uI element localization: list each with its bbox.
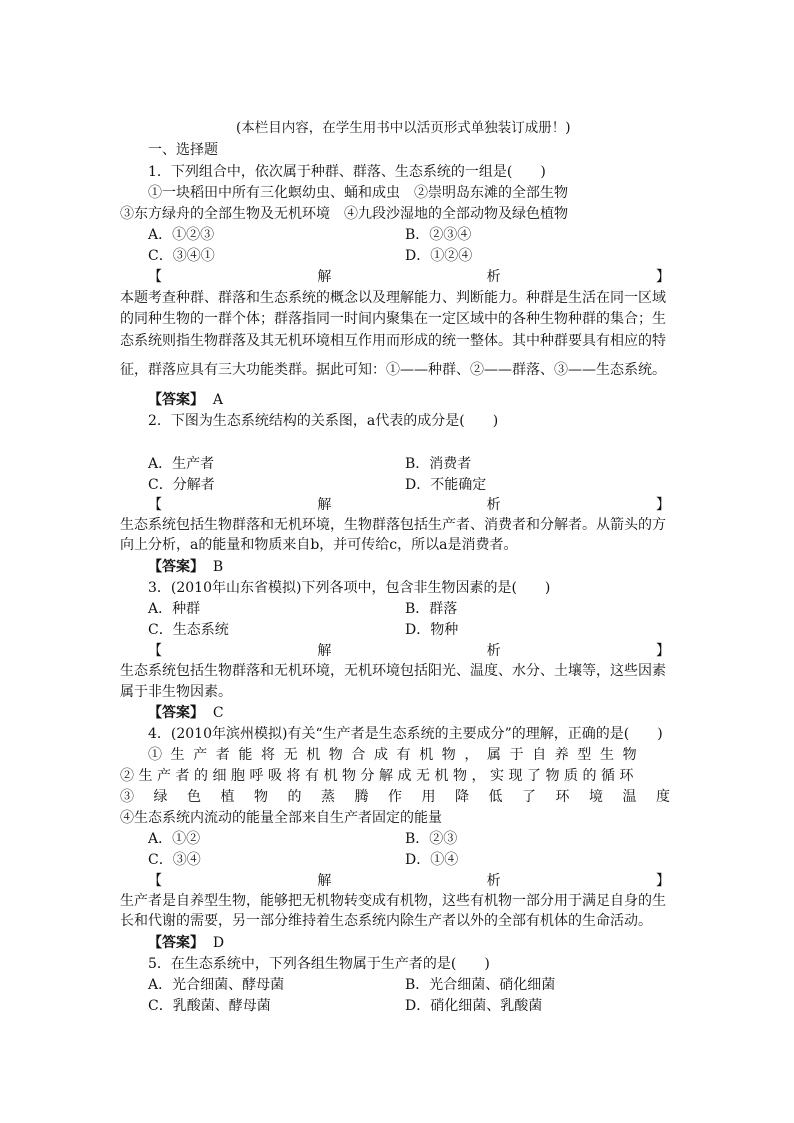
q4-choice-c: C．③④ [148, 852, 201, 868]
q1-choice-c: C．③④① [148, 248, 215, 264]
answer-label: 【答案】 [148, 705, 204, 721]
q4-statement-4: ④生态系统内流动的能量全部来自生产者固定的能量 [120, 810, 442, 826]
q4-explanation-1: 生产者是自养型生物，能够把无机物转变成有机物，这些有机物一部分用于满足自身的生 [120, 893, 666, 909]
q2-stem: 2．下图为生态系统结构的关系图，a代表的成分是( ) [148, 413, 499, 429]
q4-statement-3: ③绿色植物的蒸腾作用降低了环境温度 [120, 789, 690, 805]
q2-explanation-1: 生态系统包括生物群落和无机环境，生物群落包括生产者、消费者和分解者。从箭头的方 [120, 517, 666, 533]
q5-stem: 5．在生态系统中，下列各组生物属于生产者的是( ) [148, 956, 490, 972]
q2-choice-b: B．消费者 [405, 456, 472, 472]
q3-stem: 3．(2010年山东省模拟)下列各项中，包含非生物因素的是( ) [148, 580, 551, 596]
q2-explanation-2: 向上分析，a的能量和物质来自b，并可传给c，所以a是消费者。 [120, 537, 518, 553]
analysis-close-bracket: 】 [655, 269, 670, 285]
q4-answer [148, 933, 224, 953]
q5-choice-d: D．硝化细菌、乳酸菌 [405, 998, 543, 1014]
answer-label: 【答案】 [148, 559, 204, 575]
analysis-open-bracket: 【 [148, 873, 162, 889]
q5-choice-a: A．光合细菌、酵母菌 [148, 977, 285, 993]
q3-answer [148, 703, 224, 723]
analysis-char-xi: 析 [486, 497, 501, 513]
q2-answer-value: B [212, 559, 224, 575]
q1-answer-value: A [212, 392, 224, 408]
q3-answer-value: C [212, 705, 224, 721]
answer-label: 【答案】 [148, 392, 204, 408]
analysis-char-jie: 解 [317, 497, 332, 513]
q3-explanation-2: 属于非生物因素。 [120, 684, 232, 700]
q1-stem: 1．下列组合中，依次属于种群、群落、生态系统的一组是( ) [148, 164, 546, 180]
q1-option-line-1 [148, 183, 670, 203]
q5-choice-b: B．光合细菌、硝化细菌 [405, 977, 556, 993]
q1-choice-a: A．①②③ [148, 227, 215, 243]
analysis-char-jie: 解 [317, 873, 332, 889]
analysis-open-bracket: 【 [148, 643, 162, 659]
q1-choice-d: D．①②④ [405, 248, 473, 264]
q4-stem: 4．(2010年滨州模拟)有关“生产者是生态系统的主要成分”的理解，正确的是( ) [148, 726, 663, 742]
q1-explanation-2: 的同种生物的一群个体；群落指同一时间内聚集在一定区域中的各种生物种群的集合；生 [120, 311, 666, 327]
analysis-open-bracket: 【 [148, 269, 162, 285]
q1-analysis-heading [148, 267, 670, 287]
q2-choice-a: A．生产者 [148, 456, 215, 472]
q1-line-1-text: ①一块稻田中所有三化螟幼虫、蛹和成虫 ②崇明岛东滩的全部生物 [148, 185, 568, 201]
q3-choice-c: C．生态系统 [148, 622, 229, 638]
q2-answer [148, 557, 223, 577]
q2-choice-c: C．分解者 [148, 477, 215, 493]
q4-explanation-2: 长和代谢的需要，另一部分维持着生态系统内除生产者以外的全部有机体的生命活动。 [120, 913, 652, 929]
q1-explanation-4: 征，群落应具有三大功能类群。据此可知：①——种群、②——群落、③——生态系统。 [120, 362, 666, 378]
q5-choice-c: C．乳酸菌、酵母菌 [148, 998, 271, 1014]
q1-explanation-1: 本题考查种群、群落和生态系统的概念以及理解能力、判断能力。种群是生活在同一区域 [120, 290, 666, 306]
page-header: (本栏目内容，在学生用书中以活页形式单独装订成册！) [236, 120, 571, 136]
analysis-close-bracket: 】 [655, 497, 670, 513]
answer-label: 【答案】 [148, 935, 204, 951]
q4-answer-value: D [212, 935, 225, 951]
q3-analysis-heading [148, 641, 670, 661]
q4-statement-2: ②生产者的细胞呼吸将有机物分解成无机物，实现了物质的循环 [120, 768, 638, 784]
analysis-char-jie: 解 [317, 269, 332, 285]
q1-answer [148, 390, 223, 410]
q4-choice-d: D．①④ [405, 852, 459, 868]
q3-choice-b: B．群落 [405, 601, 458, 617]
q4-choice-b: B．②③ [405, 831, 458, 847]
q4-choice-a: A．①② [148, 831, 201, 847]
q1-option-line-2: ③东方绿舟的全部生物及无机环境 ④九段沙湿地的全部动物及绿色植物 [120, 206, 568, 222]
q3-choice-d: D．物种 [405, 622, 459, 638]
q2-analysis-heading [148, 495, 670, 515]
q1-explanation-3: 态系统则指生物群落及其无机环境相互作用而形成的统一整体。其中种群要具有相应的特 [120, 333, 666, 349]
q1-choice-b: B．②③④ [405, 227, 472, 243]
analysis-char-xi: 析 [486, 873, 501, 889]
analysis-open-bracket: 【 [148, 497, 162, 513]
q3-choice-a: A．种群 [148, 601, 201, 617]
q3-explanation-1: 生态系统包括生物群落和无机环境，无机环境包括阳光、温度、水分、土壤等，这些因素 [120, 663, 666, 679]
analysis-close-bracket: 】 [655, 643, 670, 659]
q2-choice-d: D．不能确定 [405, 477, 487, 493]
q4-analysis-heading [148, 871, 670, 891]
analysis-char-xi: 析 [486, 643, 501, 659]
analysis-char-xi: 析 [486, 269, 501, 285]
analysis-char-jie: 解 [317, 643, 332, 659]
section-title: 一、选择题 [148, 142, 218, 158]
analysis-close-bracket: 】 [655, 873, 670, 889]
q4-statement-1: ①生产者能将无机物合成有机物，属于自养型生物 [148, 747, 646, 763]
